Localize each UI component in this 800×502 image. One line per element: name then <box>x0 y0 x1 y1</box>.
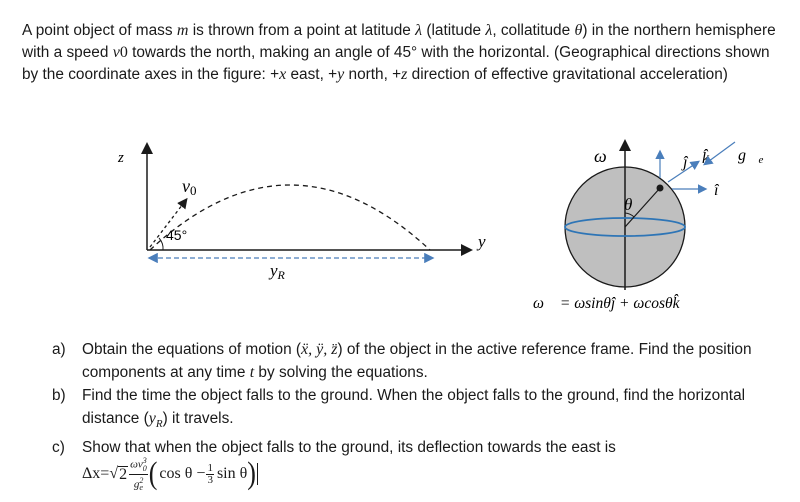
questions <box>52 338 792 459</box>
text-run: Show that when the object falls to the ground, its deflection towards the east is <box>82 439 616 457</box>
text-run: direction of effective gravitational acceleration) <box>407 66 728 83</box>
object-point <box>657 185 664 192</box>
fraction-numerator: $\omega v^3_0$ <box>130 455 147 473</box>
math-run: m <box>176 22 189 39</box>
math-run: t <box>249 364 255 381</box>
angle-arc <box>159 238 163 250</box>
cos-term: cos θ − <box>159 465 206 482</box>
fraction-denominator: $g^2_e$ <box>133 475 144 493</box>
math-run: z <box>401 66 408 83</box>
paren-open: ( <box>148 456 158 491</box>
formula-lhs: Δx= <box>82 465 110 482</box>
text-run: is thrown from a point at latitude <box>188 22 416 39</box>
math-run: v <box>112 44 120 61</box>
cursor-bar <box>257 463 258 485</box>
text-run: (latitude <box>422 22 486 39</box>
sqrt-sign: √ <box>109 465 119 482</box>
text-run: , collatitude <box>492 22 575 39</box>
text-run: ) in the northern hemisphere <box>582 22 776 39</box>
sqrt-term <box>109 465 128 483</box>
question-a <box>52 338 792 384</box>
projectile-figure <box>117 145 486 282</box>
z-axis-label: z <box>118 150 124 166</box>
text-run: with a speed <box>22 44 113 61</box>
question-text <box>82 384 792 436</box>
text-run: east, + <box>286 66 338 83</box>
sqrt-radicand: 2 <box>119 465 128 483</box>
text-run: A point object of mass <box>22 22 177 39</box>
omega-label: ω⃗ <box>594 146 621 166</box>
math-run: y <box>148 410 156 427</box>
text-run: ) of the object in the active reference frame. Find the position components at any time <box>82 341 752 381</box>
theta-label: θ <box>624 195 633 214</box>
range-label: yR <box>270 261 285 282</box>
text-run: by solving the equations. <box>254 364 428 381</box>
math-run: y <box>337 66 345 83</box>
math-run: θ <box>574 22 583 39</box>
question-text <box>82 338 792 384</box>
text-run: ) it travels. <box>162 410 234 427</box>
math-run: R <box>155 418 163 431</box>
i-hat-label: î <box>714 182 719 199</box>
angle-label: 45° <box>166 227 188 243</box>
text-run: towards the north, making an angle of 45° with the horizontal. (Geographical directions shown <box>127 44 770 61</box>
j-hat-label: ĵ <box>683 154 688 171</box>
y-axis-label: y <box>478 232 486 251</box>
question-label: b) <box>52 387 66 404</box>
g-vector <box>705 142 735 164</box>
math-run: ẍ, ÿ, z̈ <box>301 341 338 358</box>
g-label: g⃗e <box>738 147 764 166</box>
k-hat-label: k̂ <box>702 150 710 167</box>
velocity-label: v0 <box>182 176 197 198</box>
deflection-formula <box>82 456 258 492</box>
question-b <box>52 384 792 436</box>
question-label: a) <box>52 341 66 358</box>
text-run: by the coordinate axes in the figure: + <box>22 66 280 83</box>
math-run: λ <box>485 22 493 39</box>
math-run: 0 <box>119 44 128 61</box>
text-run: Find the time the object falls to the ground. When the object falls to the ground, find the horizontal distance ( <box>82 387 746 427</box>
question-label: c) <box>52 439 65 457</box>
text-run: Obtain the equations of motion ( <box>82 341 302 358</box>
paren-close: ) <box>247 456 256 491</box>
omega-equation: ω⃗ = ωsinθĵ + ωcosθk̂ <box>533 295 680 312</box>
math-run: x <box>279 66 287 83</box>
third-fraction: $\frac{1}{3}$ <box>207 461 213 486</box>
math-run: λ <box>415 22 423 39</box>
earth-figure <box>533 142 763 312</box>
main-fraction <box>129 455 148 494</box>
text-run: north, + <box>344 66 402 83</box>
sin-term: sin θ <box>216 465 248 482</box>
